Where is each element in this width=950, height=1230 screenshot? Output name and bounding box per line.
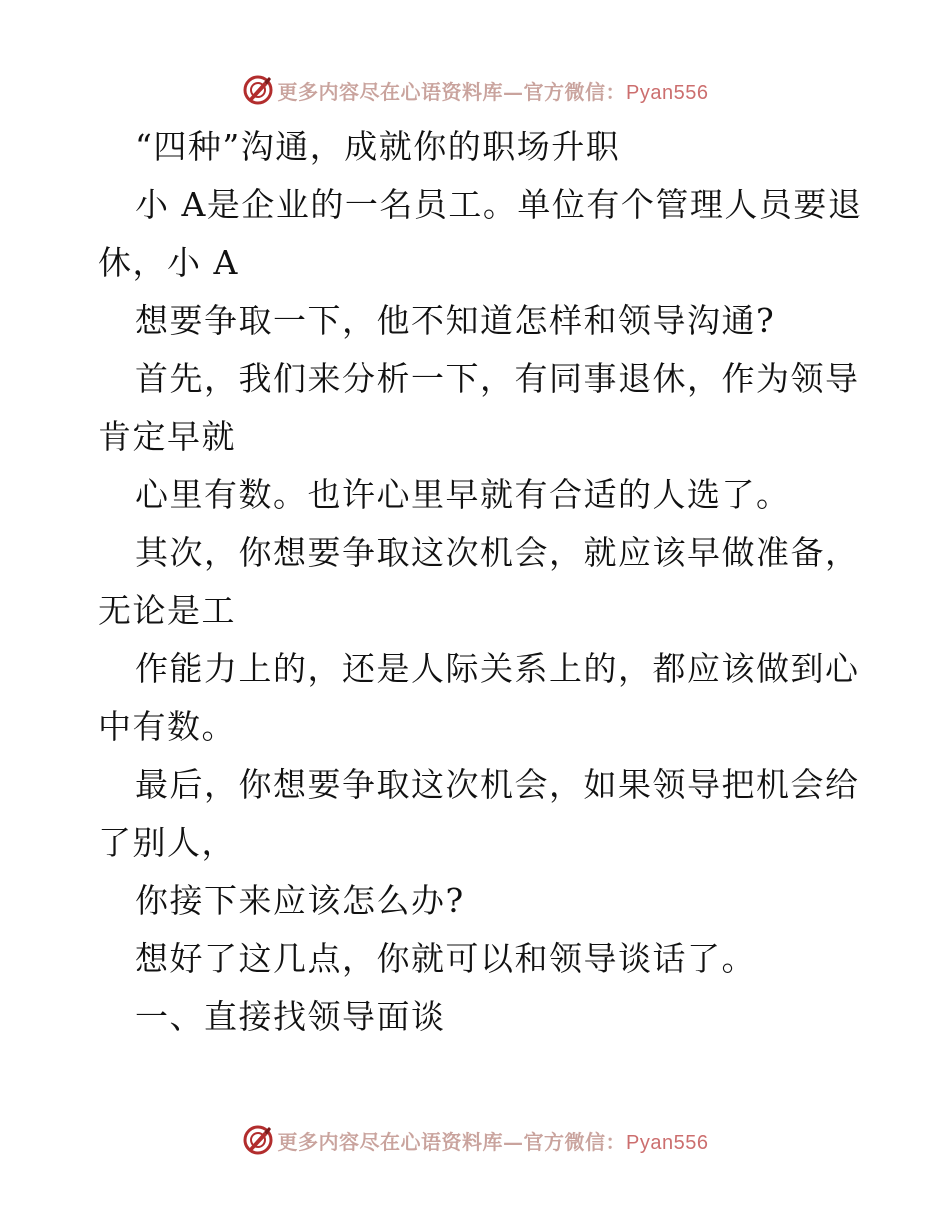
paragraph-line: 休，小 A [98, 243, 239, 282]
document-body [98, 118, 863, 1046]
paragraph-line: 最后，你想要争取这次机会，如果领导把机会给 [135, 765, 860, 804]
paragraph-line: 想好了这几点，你就可以和领导谈话了。 [135, 939, 756, 978]
paragraph-line: 你接下来应该怎么办? [135, 881, 465, 920]
paragraph-line: 肯定早就 [98, 417, 236, 456]
paragraph-line: 了别人， [98, 823, 236, 862]
footer-wechat-id: Pyan556 [626, 1131, 709, 1154]
section-heading: 一、直接找领导面谈 [135, 997, 446, 1036]
paragraph-line: 首先，我们来分析一下，有同事退休，作为领导 [135, 359, 860, 398]
header-wechat-id: Pyan556 [626, 81, 709, 104]
footer-watermark-text: 更多内容尽在心语资料库—官方微信：Pyan556 [277, 1129, 709, 1154]
paragraph-line: 小 A是企业的一名员工。单位有个管理人员要退 [135, 185, 863, 224]
document-title: “四种”沟通，成就你的职场升职 [135, 127, 621, 166]
paragraph-line: 作能力上的，还是人际关系上的，都应该做到心 [135, 649, 860, 688]
header-watermark-text: 更多内容尽在心语资料库—官方微信：Pyan556 [277, 79, 709, 104]
brand-logo-icon [242, 74, 274, 106]
paragraph-line: 其次，你想要争取这次机会，就应该早做准备， [135, 533, 860, 572]
paragraph-line: 中有数。 [98, 707, 236, 746]
paragraph-line: 心里有数。也许心里早就有合适的人选了。 [135, 475, 791, 514]
brand-logo-icon [242, 1124, 274, 1156]
header-watermark [0, 70, 950, 110]
paragraph-line: 无论是工 [98, 591, 236, 630]
footer-watermark [0, 1120, 950, 1160]
paragraph-line: 想要争取一下，他不知道怎样和领导沟通? [135, 301, 776, 340]
